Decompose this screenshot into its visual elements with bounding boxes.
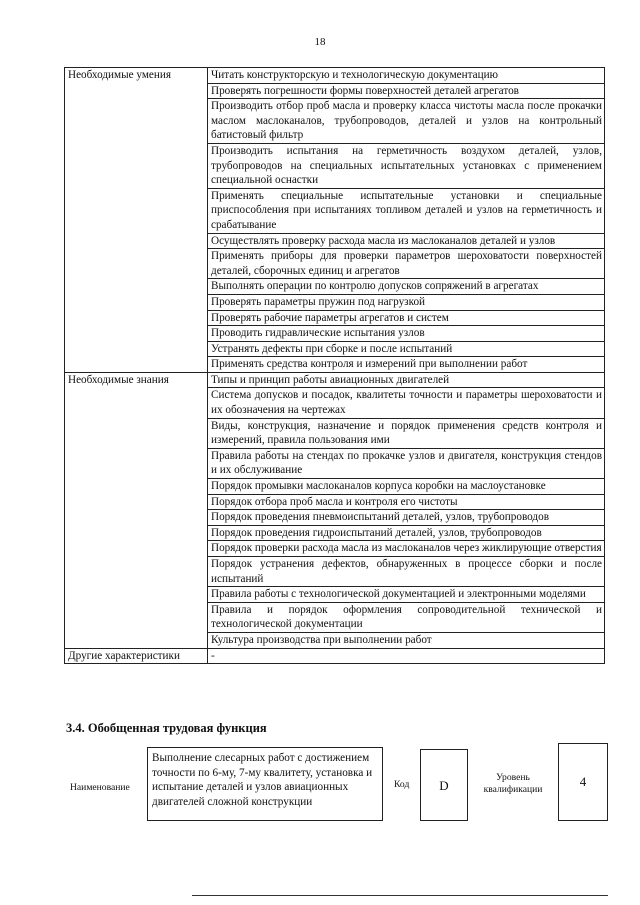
table-row	[65, 557, 605, 587]
table-row	[65, 448, 605, 478]
table-row	[65, 294, 605, 310]
row-value: Порядок отбора проб масла и контроля его чистоты	[208, 494, 605, 510]
row-label	[65, 143, 208, 188]
table-row	[65, 388, 605, 418]
row-label	[65, 188, 208, 233]
table-row	[65, 143, 605, 188]
row-label	[65, 557, 208, 587]
section-title: 3.4. Обобщенная трудовая функция	[66, 721, 267, 735]
row-label	[65, 249, 208, 279]
table-row	[65, 279, 605, 295]
table-row	[65, 68, 605, 84]
row-label	[65, 587, 208, 603]
table-row	[65, 602, 605, 632]
row-value: Правила и порядок оформления сопроводительной технической и технологической документации	[208, 602, 605, 632]
table-row	[65, 310, 605, 326]
row-label	[65, 602, 208, 632]
row-value: Применять средства контроля и измерений при выполнении работ	[208, 357, 605, 373]
row-label	[65, 357, 208, 373]
row-value: Выполнять операции по контролю допусков сопряжений в агрегатах	[208, 279, 605, 295]
table-row	[65, 510, 605, 526]
table-row	[65, 341, 605, 357]
row-label	[65, 388, 208, 418]
row-value: Система допусков и посадок, квалитеты точности и параметры шероховатости и их обозначения на чертежах	[208, 388, 605, 418]
table-row	[65, 249, 605, 279]
row-value: Применять приборы для проверки параметров шероховатости поверхностей деталей, сборочных единиц и агрегатов	[208, 249, 605, 279]
row-value: Порядок проведения гидроиспытаний деталей, узлов, трубопроводов	[208, 525, 605, 541]
kod-value: D	[420, 749, 468, 821]
row-label	[65, 541, 208, 557]
row-label	[65, 510, 208, 526]
row-value: Читать конструкторскую и технологическую документацию	[208, 68, 605, 84]
row-value: Проводить гидравлические испытания узлов	[208, 326, 605, 342]
row-label	[65, 233, 208, 249]
row-value: Порядок проверки расхода масла из маслоканалов через жиклирующие отверстия	[208, 541, 605, 557]
row-label	[65, 294, 208, 310]
row-value: Производить отбор проб масла и проверку класса чистоты масла после прокачки маслом маслоканалов, трубопроводов, деталей и узлов на контрольный батистовый фильтр	[208, 99, 605, 144]
row-label	[65, 310, 208, 326]
table-row	[65, 648, 605, 664]
table-row	[65, 587, 605, 603]
table-row	[65, 541, 605, 557]
table-row	[65, 326, 605, 342]
row-label	[65, 632, 208, 648]
naimenovanie-label: Наименование	[70, 782, 130, 793]
row-label	[65, 341, 208, 357]
row-label: Другие характеристики	[65, 648, 208, 664]
row-label	[65, 525, 208, 541]
uroven-kvalifikacii-value: 4	[558, 743, 608, 821]
row-label: Необходимые знания	[65, 372, 208, 388]
kod-label: Код	[394, 779, 410, 790]
table-row	[65, 479, 605, 495]
row-value: Применять специальные испытательные установки и специальные приспособления при испытаниях топливом деталей и узлов на герметичность и срабатывание	[208, 188, 605, 233]
row-value: Порядок проведения пневмоиспытаний деталей, узлов, трубопроводов	[208, 510, 605, 526]
requirements-table	[64, 67, 605, 664]
table-row	[65, 357, 605, 373]
row-value: Культура производства при выполнении работ	[208, 632, 605, 648]
table-row	[65, 494, 605, 510]
table-row	[65, 372, 605, 388]
row-label	[65, 479, 208, 495]
uroven-kvalifikacii-label: Уровень квалификации	[483, 772, 543, 795]
table-row	[65, 83, 605, 99]
row-label: Необходимые умения	[65, 68, 208, 84]
row-label	[65, 99, 208, 144]
row-label	[65, 418, 208, 448]
table-row	[65, 99, 605, 144]
page-number: 18	[314, 36, 326, 48]
bottom-divider	[192, 895, 608, 896]
row-value: Правила работы на стендах по прокачке узлов и двигателя, конструкция стендов и их обслуживание	[208, 448, 605, 478]
row-value: Порядок промывки маслоканалов корпуса коробки на маслоустановке	[208, 479, 605, 495]
row-value: Правила работы с технологической документацией и электронными моделями	[208, 587, 605, 603]
table-row	[65, 632, 605, 648]
row-value: Проверять погрешности формы поверхностей деталей агрегатов	[208, 83, 605, 99]
row-value: -	[208, 648, 605, 664]
row-label	[65, 448, 208, 478]
naimenovanie-value: Выполнение слесарных работ с достижением точности по 6-му, 7-му квалитету, установка и испытание деталей и узлов авиационных двигателей сложной конструкции	[147, 747, 383, 821]
row-value: Виды, конструкция, назначение и порядок применения средств контроля и измерений, правила пользования ими	[208, 418, 605, 448]
row-value: Проверять параметры пружин под нагрузкой	[208, 294, 605, 310]
row-label	[65, 83, 208, 99]
row-label	[65, 494, 208, 510]
row-value: Производить испытания на герметичность воздухом деталей, узлов, трубопроводов на специальных испытательных установках с применением специальной оснастки	[208, 143, 605, 188]
table-row	[65, 525, 605, 541]
row-value: Порядок устранения дефектов, обнаруженных в процессе сборки и после испытаний	[208, 557, 605, 587]
row-label	[65, 279, 208, 295]
row-value: Устранять дефекты при сборке и после испытаний	[208, 341, 605, 357]
table-row	[65, 418, 605, 448]
row-value: Проверять рабочие параметры агрегатов и систем	[208, 310, 605, 326]
row-value: Осуществлять проверку расхода масла из маслоканалов деталей и узлов	[208, 233, 605, 249]
table-row	[65, 233, 605, 249]
row-label	[65, 326, 208, 342]
row-value: Типы и принцип работы авиационных двигателей	[208, 372, 605, 388]
table-row	[65, 188, 605, 233]
